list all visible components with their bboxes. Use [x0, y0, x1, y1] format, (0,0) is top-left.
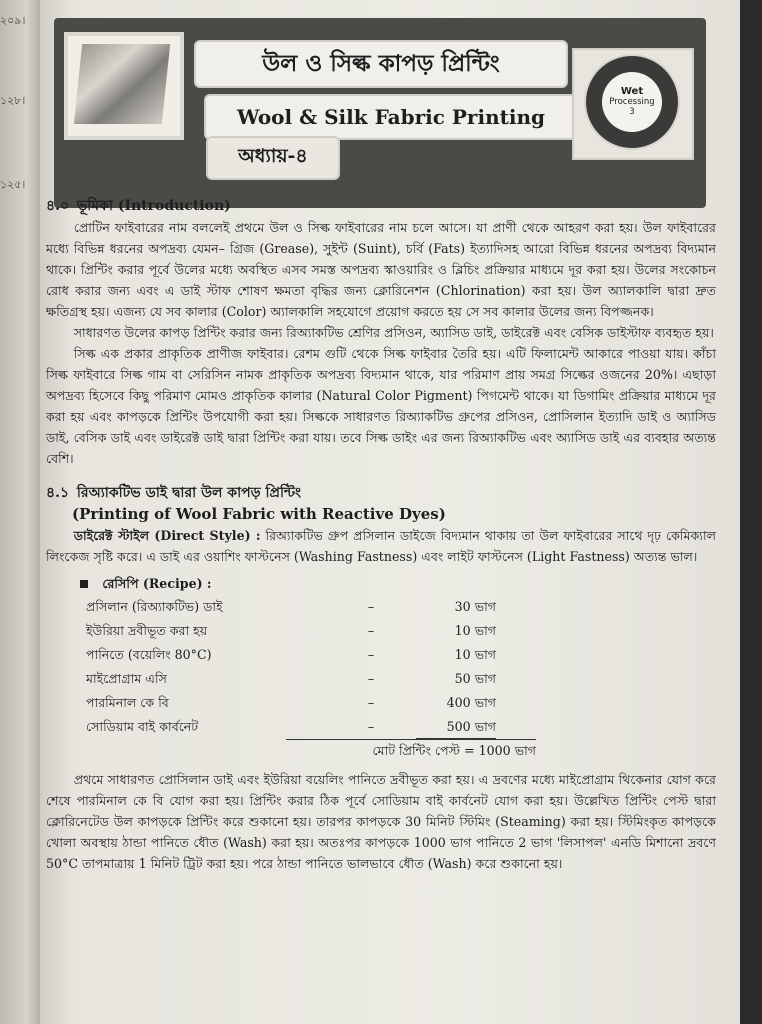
badge-line1: Wet	[620, 86, 644, 97]
section-heading	[46, 196, 716, 217]
section-number: ৪.১	[46, 485, 70, 501]
left-page-edge	[0, 0, 44, 1024]
table-row	[86, 594, 496, 618]
paragraph: প্রোটিন ফাইবারের নাম বললেই প্রথমে উল ও সিল্ক ফাইবারের নাম চলে আসে। যা প্রাণী থেকে আহরণ করা হয়। উল ফাইবারের মধ্যে বিভিন্ন ধরনের অপদ্রব্য যেমন– গ্রিজ (Grease), সুইন্ট (Suint), চর্বি (Fats) ইত্যাদিসহ আরো বিভিন্ন ধরনের অপদ্রব্য বিদ্যমান থাকে। প্রিন্টিং করার পূর্বে উলের মধ্যে অবস্থিত এসব সমস্ত অপদ্রব্য স্কাওয়ারিং ও ব্লিচিং প্রক্রিয়ার মাধ্যমে দূর করা হয়। উলের সংকোচন রোধ করার জন্য এবং এ ডাই স্টাফ শোষণ ক্ষমতা বৃদ্ধির জন্য ক্লোরিনেশন (Chlorination) করা হয়। উল অ্যালকালি দ্বারা দ্রুত ক্ষতিগ্রস্থ হয়। এজন্য যে সব কালার (Color) অ্যালকালি সহযোগে প্রয়োগ করতে হয় সে সব কালার উলের জন্য বিপজ্জনক।	[46, 220, 716, 319]
section-title: ভূমিকা (Introduction)	[76, 198, 231, 214]
paragraph: প্রথমে সাধারণত প্রোসিলান ডাই এবং ইউরিয়া বয়েলিং পানিতে দ্রবীভূত করা হয়। এ দ্রবণের মধ্যে মাইপ্রোগ্রাম থিকেনার যোগ করে শেষে পারমিনাল কে বি যোগ করা হয়। প্রিন্টিং করার ঠিক পূর্বে সোডিয়াম বাই কার্বনেট যোগ করা হয়। উল্লেখিত প্রিন্টিং পেস্ট দ্বারা ক্লোরিনেটেড উল কাপড়কে প্রিন্টিং করে শুকানো হয়। তারপর কাপড়কে 30 মিনিট স্টিমিং (Steaming) করা হয়। স্টিমিংকৃত কাপড়কে খোলা অবস্থায় ঠান্ডা পানিতে ধৌত (Wash) করা হয়। অতঃপর কাপড়কে 1000 ভাগ পানিতে 2 ভাগ 'লিসাপল' এনডি মিশানো দ্রবণে 50°C তাপমাত্রায় 1 মিনিট ট্রিট করা হয়। পরে ঠান্ডা পানিতে ভালভাবে ধৌত (Wash) করে শুকানো হয়।	[46, 772, 716, 871]
recipe-dash: –	[367, 718, 375, 734]
badge-line2: Processing	[609, 97, 655, 107]
recipe-dash: –	[367, 622, 375, 638]
recipe-value: 50 ভাগ	[454, 670, 496, 686]
table-row	[86, 642, 496, 666]
recipe-value: 500 ভাগ	[416, 714, 496, 739]
recipe-dash: –	[367, 646, 375, 662]
recipe-dash: –	[367, 694, 375, 710]
title-english: Wool & Silk Fabric Printing	[204, 94, 578, 140]
recipe-value: 10 ভাগ	[454, 622, 496, 638]
table-row	[86, 666, 496, 690]
section-number: ৪.০	[46, 198, 70, 214]
recipe-value: 400 ভাগ	[446, 694, 496, 710]
recipe-item: সোডিয়াম বাই কার্বনেট	[86, 718, 199, 734]
paragraph: সিল্ক এক প্রকার প্রাকৃতিক প্রাণীজ ফাইবার। রেশম গুটি থেকে সিল্ক ফাইবার তৈরি হয়। এটি ফিলামেন্ট আকারে পাওয়া যায়। কাঁচা সিল্ক ফাইবারে সিল্ক গাম বা সেরিসিন নামক প্রাকৃতিক অপদ্রব্য বিদ্যমান থাকে, যার পরিমাণ প্রায় সমগ্র সিল্কের ওজনের 20%। এছাড়া অপদ্রব্য হিসেবে কিছু পরিমাণ মোমও প্রাকৃতিক কালার (Natural Color Pigment) পিগমেন্ট থাকে। যা ডিগামিং প্রক্রিয়ার মাধ্যমে দূর করা হয় এবং কাপড়কে প্রিন্টিং উপযোগী করা হয়। সিল্ককে সাধারণত রিঅ্যাকটিভ গ্রুপের প্রসিওন, প্রোসিলান ইত্যাদি ডাই ও অ্যাসিড ডাই, বেসিক ডাই এবং ডাইরেক্ট ডাই দ্বারা প্রিন্টিং করা যায়। তবে সিল্ক ডাইং এর জন্য রিঅ্যাকটিভ এবং অ্যাসিড ডাই এর ব্যবহার অত্যন্ত বেশি।	[46, 346, 716, 466]
recipe-value: 30 ভাগ	[454, 598, 496, 614]
direct-style-label: ডাইরেক্ট স্টাইল (Direct Style) :	[73, 528, 261, 543]
table-row	[86, 690, 496, 714]
recipe-dash: –	[367, 598, 375, 614]
chapter-banner	[54, 18, 706, 208]
right-background	[740, 0, 762, 1024]
recipe-item: ইউরিয়া দ্রবীভূত করা হয়	[86, 622, 208, 638]
paragraph: সাধারণত উলের কাপড় প্রিন্টিং করার জন্য রিঅ্যাকটিভ শ্রেণির প্রসিওন, অ্যাসিড ডাই, ডাইরেক্ট এবং বেসিক ডাইস্টাফ ব্যবহৃত হয়।	[73, 325, 714, 340]
page-content	[46, 196, 716, 874]
recipe-item: মাইপ্রোগ্রাম এসি	[86, 670, 167, 686]
paragraph	[46, 525, 716, 567]
recipe-item: পানিতে (বয়েলিং 80°C)	[86, 646, 212, 662]
recipe-title: রেসিপি (Recipe) :	[102, 576, 212, 591]
chapter-label: অধ্যায়-৪	[206, 136, 340, 180]
direct-style-text: রিঅ্যাকটিভ গ্রুপ প্রসিলান ডাইজে বিদ্যমান থাকায় তা উল ফাইবারের সাথে দৃঢ় কেমিক্যাল লিংকেজ সৃষ্টি করে। এ ডাই এর ওয়াশিং ফাস্টনেস (Washing Fastness) এবং লাইট ফাস্টনেস (Light Fastness) অত্যন্ত ভাল।	[46, 528, 716, 564]
recipe-total: মোট প্রিন্টিং পেস্ট = 1000 ভাগ	[286, 739, 536, 761]
recipe-item: পারমিনাল কে বি	[86, 694, 169, 710]
recipe-value: 10 ভাগ	[454, 646, 496, 662]
fabric-image	[64, 32, 184, 140]
margin-number: ১২৮।	[0, 94, 26, 107]
table-row	[86, 618, 496, 642]
badge-box	[572, 48, 694, 160]
recipe-item: প্রসিলান (রিঅ্যাকটিভ) ডাই	[86, 598, 223, 614]
gear-icon	[592, 62, 672, 142]
margin-number: ২০৯।	[0, 14, 26, 27]
title-bengali: উল ও সিল্ক কাপড় প্রিন্টিং	[194, 40, 568, 88]
section-heading	[46, 483, 716, 504]
section-subtitle: (Printing of Wool Fabric with Reactive Dyes)	[72, 505, 446, 523]
book-page	[40, 0, 740, 1024]
badge-line3: 3	[629, 107, 635, 117]
recipe-dash: –	[367, 670, 375, 686]
section-title: রিঅ্যাকটিভ ডাই দ্বারা উল কাপড় প্রিন্টিং	[76, 485, 302, 501]
margin-number: ১২৫।	[0, 178, 26, 191]
square-bullet-icon	[80, 580, 88, 588]
recipe-table	[86, 594, 496, 739]
recipe-heading	[80, 573, 716, 594]
table-row	[86, 714, 496, 739]
